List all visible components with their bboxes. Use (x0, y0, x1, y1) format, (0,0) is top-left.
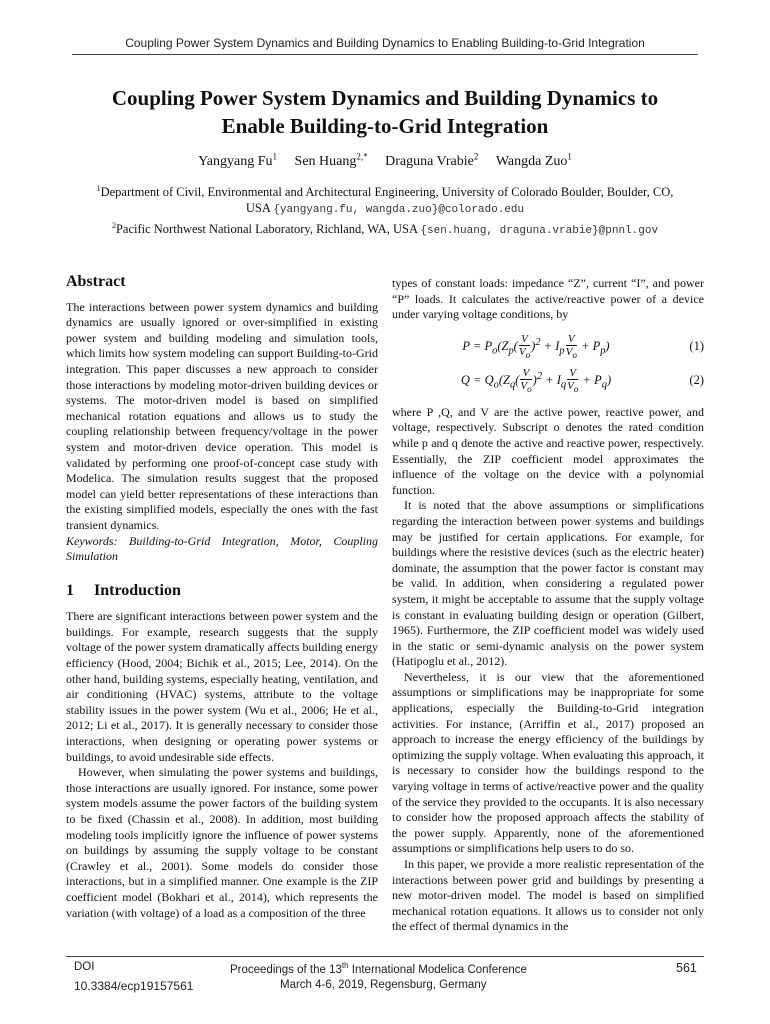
equation-1-number: (1) (689, 338, 704, 353)
footer-rule (66, 956, 704, 957)
author: Yangyang Fu$^1$ (198, 151, 278, 169)
paragraph-where: where P ,Q, and V are the active power, reactive power, and voltage, respectively. Subscript o denotes the rated condition while p and q denote the active and reactive power, respectively. Essentially, the ZIP coefficient model approximates the influence of the voltage on the device with a polynomial function. (392, 404, 704, 497)
abstract-text: The interactions between power system dynamics and building dynamics are usually ignored or over-simplified in existing power system and building modeling and simulation tools, which limits how system modeling can support Building-to-Grid integration. This paper discusses a new approach to consider those interactions by modeling motor-driven building devices or systems. The motor-driven model is based on simplified mechanical rotation equations and allows us to study the coupling relationship between frequency/voltage in the power system and motor-driven device operation. This model is validated by performing one proof-of-concept case study with Modelica. The simulation results suggest that the proposed model can yield better representations of these interactions than the existing simplified models, especially the ones with the fast transient dynamics. (66, 299, 378, 532)
paragraph-zip-intro: types of constant loads: impedance “Z”, current “I”, and power “P” loads. It calculates the active/reactive power of a device under varying voltage conditions, by (392, 276, 704, 322)
intro-paragraph-1: There are significant interactions between power system and the buildings. For example, research suggests that the supply voltage of the power system dramatically affects building energy efficiency (Hood, 2004; Bichik et al., 2015; Lee, 2014). On the other hand, building systems, especially heating, ventilation, and air conditioning (HVAC) systems, attribute to the voltage stability issues in the power system (Wu et al., 2006; He et al., 2012; Li et al., 2017). It is generally necessary to consider those interactions, when designing or operating power systems or buildings, to avoid undesirable side effects. (66, 609, 378, 764)
equation-1: $P = P_o(Z_p$( $\frac{V}{V_o}$ )$^2 + I_p$ $\frac{V}{V_o}$ + $P_p$) (1) (462, 332, 704, 360)
conference-date: March 4-6, 2019, Regensburg, Germany (280, 979, 487, 991)
title-line-2: Enable Building-to-Grid Integration (221, 114, 549, 138)
affiliation-2: $^2$Pacific Northwest National Laboratory, Richland, WA, USA {sen.huang, draguna.vrabie}@pnnl.gov (111, 221, 659, 238)
paragraph-noted: It is noted that the above assumptions or simplifications regarding the interaction between power systems and buildings may be justified for certain applications. For example, for buildings where the resistive devices (such as the electric heater) dominate, the assumption that the power factor is constant may be valid. In addition, when considering a regulated power system, it might be acceptable to assume that the supply voltage is constant in evaluating building design or operation (Gilbert, 1965). Furthermore, the ZIP coefficient model was widely used in the static or semi-dynamic analysis on the power system (Hatipoglu et al., 2012). (392, 498, 704, 669)
intro-paragraph-2: However, when simulating the power systems and buildings, those interactions are usually ignored. For instance, some power system models assume the power factors of the building system to be fixed (Chassin et al., 2008). In addition, most building modeling tools implicitly ignore the influence of power systems on buildings by assuming the supply voltage to be constant (Crawley et al., 2001). Some models do consider those interactions, but in a simplified manner. One example is the ZIP coefficient model (Bokhari et al., 2014), which represents the variation (with voltage) of a load as a composition of the three (66, 765, 378, 920)
doi-number: 10.3384/ecp19157561 (74, 979, 194, 993)
page-number: 561 (676, 961, 697, 975)
email-2: {sen.huang, draguna.vrabie}@pnnl.gov (420, 225, 659, 238)
header-rule (72, 54, 698, 55)
author: Wangda Zuo$^1$ (495, 151, 572, 169)
affiliations (64, 181, 706, 239)
author: Sen Huang$^{2,*}$ (294, 151, 368, 169)
conference-name: Proceedings of the 13th International Modelica Conference (230, 961, 527, 976)
equation-2-number: (2) (689, 372, 704, 387)
email-1: {yangyang.fu, wangda.zuo}@colorado.edu (273, 204, 525, 217)
author-list (60, 151, 710, 170)
paragraph-in-this-paper: In this paper, we provide a more realistic representation of the interactions between power grid and buildings by presenting a new motor-driven model. The model is based on simplified mechanical rotation equations. It allows us to consider not only the effect of thermal dynamics in the (392, 857, 704, 934)
equation-2: $Q = Q_o(Z_q$( $\frac{V}{V_o}$ )$^2 + I_q$ $\frac{V}{V_o}$ + $P_q$) (2) (460, 366, 704, 394)
paragraph-nevertheless: Nevertheless, it is our view that the aforementioned assumptions or simplifications may be inappropriate for some applications, especially the Building-to-Grid integration activities. For instance, (Arriffin et al., 2017) proposed an approach to increase the energy efficiency of the buildings by optimizing the supply voltage. When evaluating this approach, it is necessary to consider how the buildings respond to the varying voltage in terms of active/reactive power and the quality of the service they provided to the occupants. It is also necessary to consider how the proposed approach affects the stability of the power supply. Apparently, none of the aforementioned assumptions or simplifications help users to do so. (392, 669, 704, 856)
affiliation-1: $^1$Department of Civil, Environmental and Architectural Engineering, University of Colorado Boulder, Boulder, CO, USA {yangyang.fu, wangda.zuo}@colorado.edu (96, 184, 674, 217)
paper-title (60, 84, 710, 140)
abstract-heading: Abstract (66, 273, 126, 290)
title-line-1: Coupling Power System Dynamics and Building Dynamics to (111, 86, 659, 110)
keywords: Keywords: Building-to-Grid Integration, Motor, Coupling Simulation (66, 533, 378, 564)
left-column (66, 274, 378, 921)
section-heading-introduction: 1 Introduction (66, 581, 181, 599)
author: Draguna Vrabie$^2$ (385, 151, 479, 169)
right-column (392, 276, 704, 935)
running-header: Coupling Power System Dynamics and Building Dynamics to Enabling Building-to-Grid Integration (125, 36, 645, 50)
doi-label: DOI (74, 961, 95, 973)
